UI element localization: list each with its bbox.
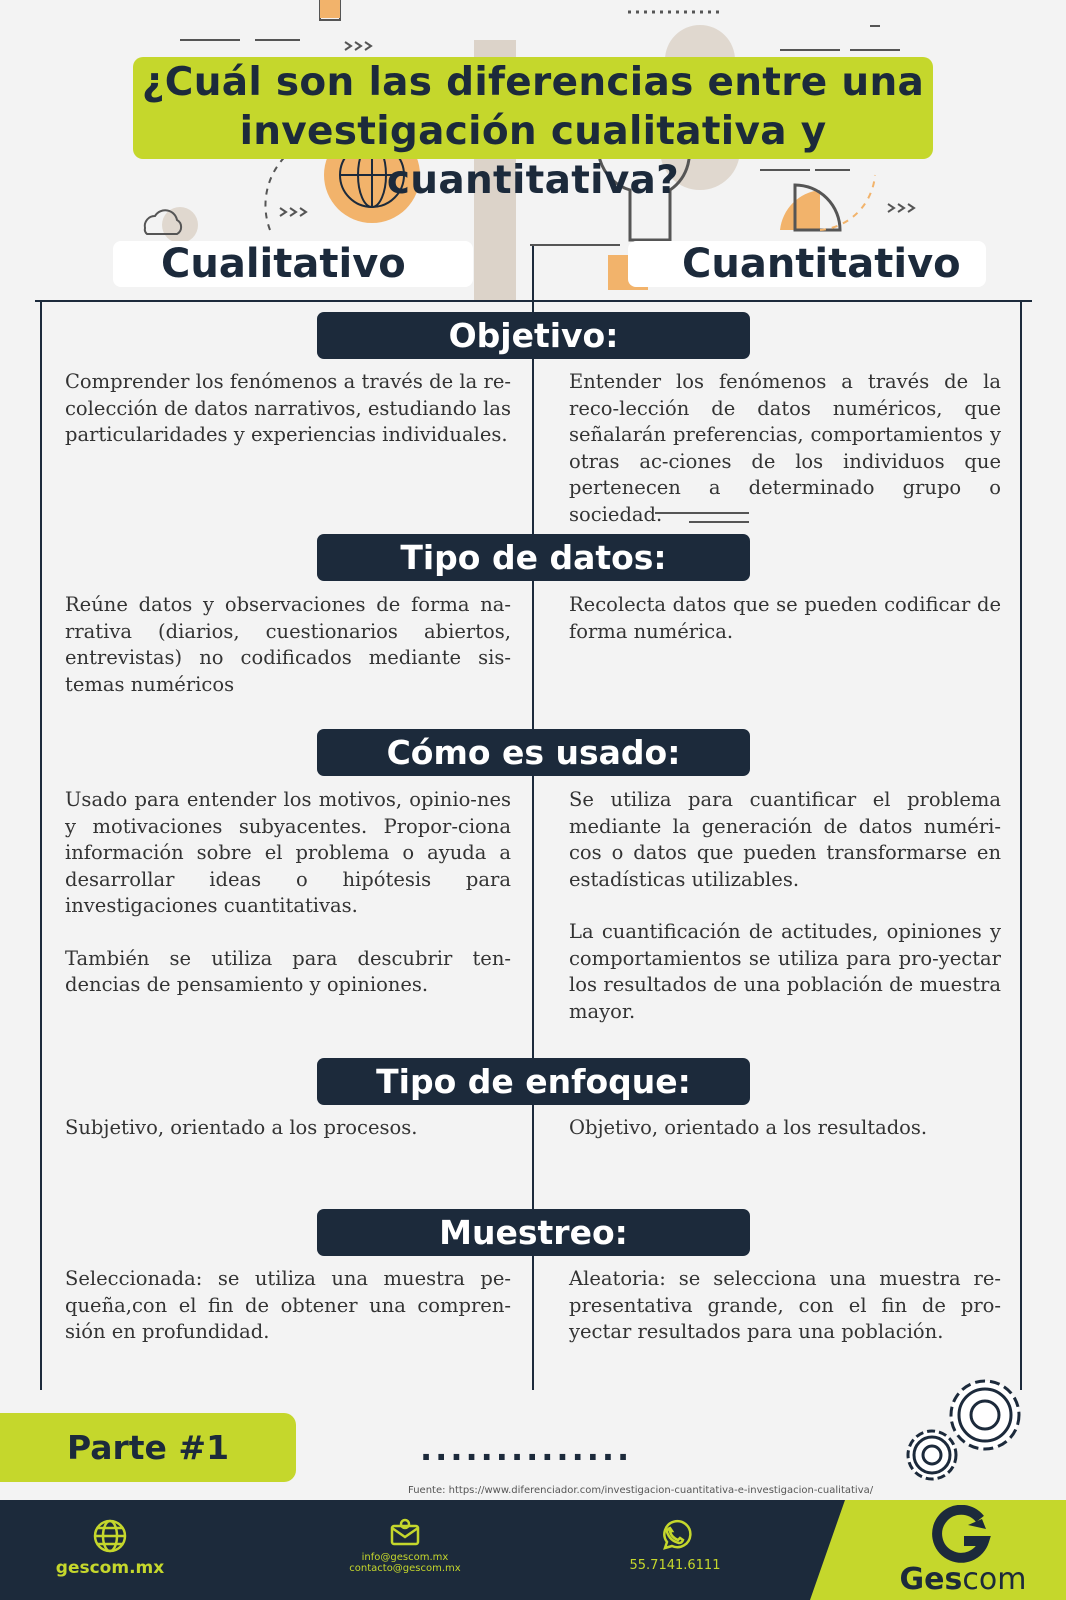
como-es-usado-qualitative-text xyxy=(65,787,511,999)
paragraph: Se utiliza para cuantificar el problema mediante la generación de datos numéri-cos o datos que pueden transformarse en estadísticas utilizables. xyxy=(569,788,1001,891)
tipo-de-enfoque-quantitative-text xyxy=(569,1115,1001,1142)
website-text: gescom.mx xyxy=(55,1558,165,1578)
muestreo-qualitative-text xyxy=(65,1266,511,1346)
email-icon xyxy=(389,1518,421,1550)
section-heading-muestreo: Muestreo: xyxy=(317,1209,750,1256)
objetivo-qualitative-text xyxy=(65,369,511,449)
brand-name xyxy=(898,1562,1028,1597)
email-text-1: info@gescom.mx xyxy=(361,1552,449,1563)
brand-logo xyxy=(898,1505,1028,1595)
paragraph: Seleccionada: se utiliza una muestra pe-queña,con el fin de obtener una compren-sión en profundidad. xyxy=(65,1267,511,1343)
brand-name-bold: Ges xyxy=(899,1562,963,1597)
email-text-2: contacto@gescom.mx xyxy=(349,1563,461,1574)
tipo-de-datos-qualitative-text xyxy=(65,592,511,698)
gears-icon xyxy=(900,1370,1035,1490)
objetivo-quantitative-text xyxy=(569,369,1001,528)
section-heading-como-es-usado: Cómo es usado: xyxy=(317,729,750,776)
paragraph: La cuantificación de actitudes, opiniones y comportamientos se utiliza para pro-yectar los resultados de una población de muestra mayor. xyxy=(569,920,1001,1023)
brand-name-light: com xyxy=(962,1562,1027,1597)
source-citation: Fuente: https://www.diferenciador.com/investigacion-cuantitativa-e-investigacion-cualitativa/ xyxy=(408,1485,874,1496)
page-title xyxy=(133,58,933,205)
right-border xyxy=(1020,300,1022,1390)
paragraph: Comprender los fenómenos a través de la re-colección de datos narrativos, estudiando las particularidades y experiencias individuales. xyxy=(65,370,511,446)
column-header-quantitative: Cuantitativo xyxy=(628,241,986,287)
phone-text: 55.7141.6111 xyxy=(629,1558,721,1573)
section-heading-objetivo: Objetivo: xyxy=(317,312,750,359)
column-header-qualitative: Cualitativo xyxy=(113,241,473,287)
paragraph: Entender los fenómenos a través de la reco-lección de datos numéricos, que señalarán preferencias, comportamientos y otras ac-ciones de los individuos que pertenecen a determinado grupo o sociedad. xyxy=(569,370,1001,526)
section-heading-tipo-de-enfoque: Tipo de enfoque: xyxy=(317,1058,750,1105)
paragraph: Reúne datos y observaciones de forma na-rrativa (diarios, cuestionarios abiertos, entrevistas) no codificados mediante sis-temas numéricos xyxy=(65,593,511,696)
title-line-1: ¿Cuál son las diferencias entre una xyxy=(141,60,925,105)
footer-email[interactable] xyxy=(330,1518,480,1574)
title-line-2: investigación cualitativa y cuantitativa? xyxy=(239,109,827,203)
paragraph: Aleatoria: se selecciona una muestra re-presentativa grande, con el fin de pro-yectar resultados para una población. xyxy=(569,1267,1001,1343)
paragraph: Subjetivo, orientado a los procesos. xyxy=(65,1116,418,1139)
como-es-usado-quantitative-text xyxy=(569,787,1001,1025)
paragraph: Objetivo, orientado a los resultados. xyxy=(569,1116,928,1139)
footer-website[interactable] xyxy=(40,1518,180,1578)
muestreo-quantitative-text xyxy=(569,1266,1001,1346)
whatsapp-icon xyxy=(657,1518,693,1554)
paragraph: También se utiliza para descubrir ten-dencias de pensamiento y opiniones. xyxy=(65,946,511,996)
globe-icon xyxy=(92,1518,128,1554)
paragraph: Recolecta datos que se pueden codificar de forma numérica. xyxy=(569,593,1001,643)
tipo-de-enfoque-qualitative-text xyxy=(65,1115,511,1142)
paragraph: Usado para entender los motivos, opinio-nes y motivaciones subyacentes. Propor-ciona información sobre el problema o ayuda a desarrollar ideas o hipótesis para investigaciones cuantitativas. xyxy=(65,788,511,917)
left-border xyxy=(40,300,42,1390)
footer-phone[interactable] xyxy=(610,1518,740,1573)
gescom-logo-icon xyxy=(928,1505,998,1565)
part-label: Parte #1 xyxy=(0,1413,296,1482)
section-heading-tipo-de-datos: Tipo de datos: xyxy=(317,534,750,581)
dotted-separator: .............. xyxy=(420,1430,633,1468)
tipo-de-datos-quantitative-text xyxy=(569,592,1001,645)
